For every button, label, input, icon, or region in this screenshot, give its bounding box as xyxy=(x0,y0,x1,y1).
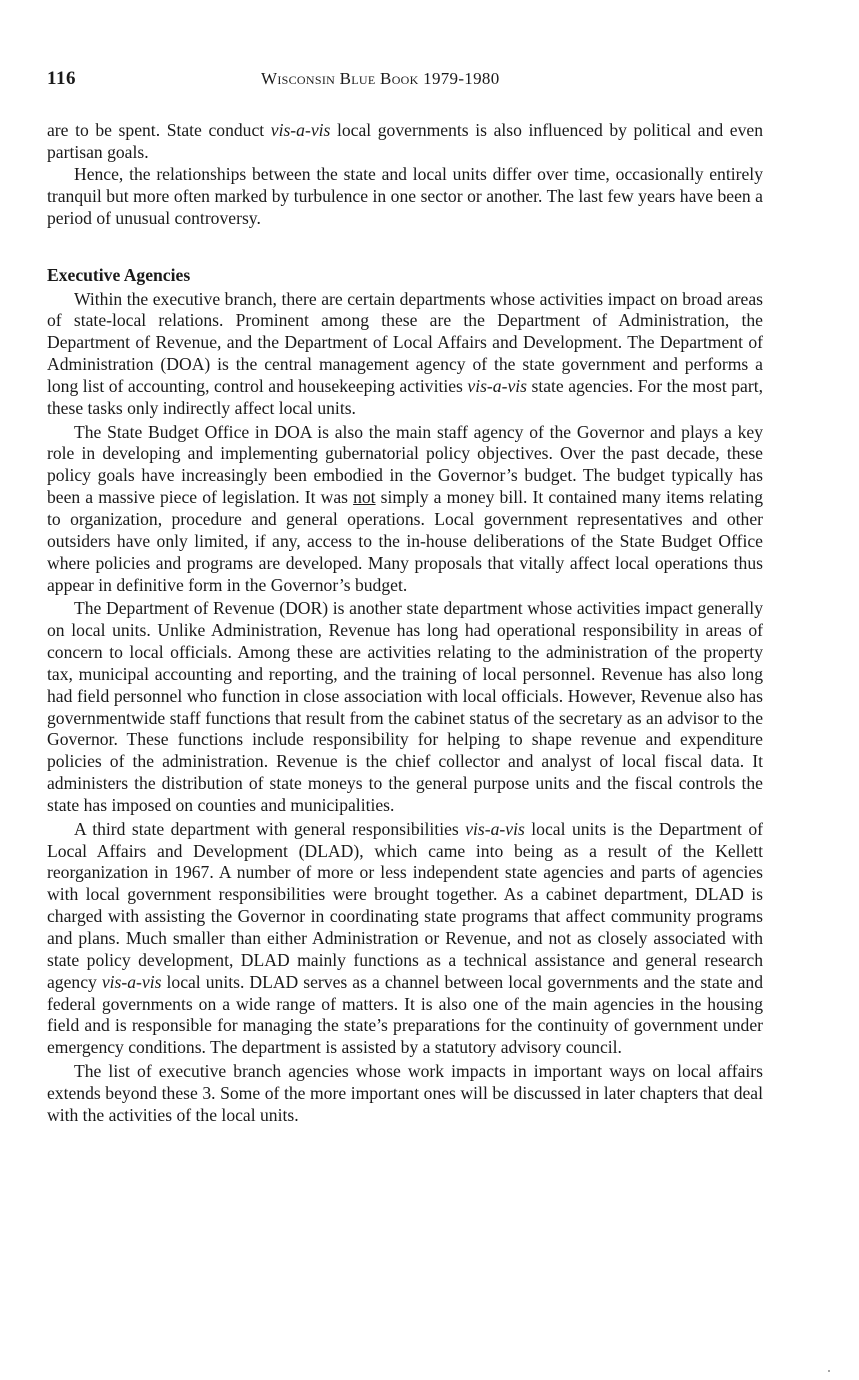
text-run: simply a money bill. It contained many items relating to organization, procedure and general operations. Local government representatives and other outsiders have only limited, if any, access to the in-house deliberations of the State Budget Office where policies and programs are developed. Many proposals that vitally affect local operations thus appear in definitive form in the Governor’s budget. xyxy=(47,487,763,595)
paragraph-continuation xyxy=(47,120,763,164)
executive-agencies-section xyxy=(47,289,763,1127)
paragraph-relationships: Hence, the relationships between the state and local units differ over time, occasionally entirely tranquil but more often marked by turbulence in one sector or another. The last few years have been a period of unusual controversy. xyxy=(47,163,763,228)
text-run: A third state department with general responsibilities xyxy=(74,818,466,839)
paragraph-other-agencies: The list of executive branch agencies whose work impacts in important ways on local affairs extends beyond these 3. Some of the more important ones will be discussed in later chapters that deal with the activities of the local units. xyxy=(47,1061,763,1125)
italic-term: vis-a-vis xyxy=(467,375,527,396)
underlined-word: not xyxy=(353,487,376,508)
scan-speck xyxy=(828,1370,830,1372)
text-run: state agencies. For the most part, these tasks only indirectly affect local units. xyxy=(47,375,763,418)
page-number: 116 xyxy=(47,68,76,89)
lead-paragraphs xyxy=(47,120,763,230)
paragraph-budget-office xyxy=(47,422,763,597)
text-run: Within the executive branch, there are certain departments whose activities impact on broad areas of state-local relations. Prominent among these are the Department of Administration, the Department of Revenue, and the Department of Local Affairs and Development. The Department of Administration (DOA) is the central management agency of the state government and performs a long list of accounting, control and housekeeping activities xyxy=(47,288,763,396)
book-page xyxy=(47,68,763,1127)
text-run: local governments is also influenced by political and even partisan goals. xyxy=(47,120,763,162)
italic-term: vis-a-vis xyxy=(270,120,331,140)
paragraph-dlad xyxy=(47,819,763,1059)
text-run: The State Budget Office in DOA is also the main staff agency of the Governor and plays a key role in developing and implementing gubernatorial policy objectives. Over the past decade, these policy goals have increasingly been embodied in the Governor’s budget. The budget typically has been a massive piece of legislation. It was xyxy=(47,421,763,508)
running-title xyxy=(261,69,500,89)
italic-term: vis-a-vis xyxy=(465,818,525,839)
paragraph-doa xyxy=(47,289,763,420)
text-run: local units. DLAD serves as a channel between local governments and the state and federal governments on a wide range of matters. It is also one of the main agencies in the housing field and is responsible for managing the state’s preparations for the continuity of government under emergency conditions. The department is assisted by a statutory advisory council. xyxy=(47,971,763,1058)
section-heading-executive-agencies: Executive Agencies xyxy=(47,264,191,285)
text-run: are to be spent. State conduct xyxy=(47,120,271,140)
paragraph-dor: The Department of Revenue (DOR) is another state department whose activities impact generally on local units. Unlike Administration, Revenue has long had operational responsibility in areas of concern to local officials. Among these are activities relating to the administration of the property tax, municipal accounting and reporting, and the training of local personnel. Revenue has also long had field personnel who function in close association with local officials. However, Revenue also has governmentwide staff functions that result from the cabinet status of the secretary as an advisor to the Governor. These functions include responsibility for helping to shape revenue and expenditure policies of the administration. Revenue is the chief collector and analyst of local fiscal data. It administers the distribution of state moneys to the general purpose units and the fiscal controls the state has imposed on counties and municipalities. xyxy=(47,598,763,815)
text-run: local units is the Department of Local Affairs and Development (DLAD), which came into being as a result of the Kellett reorganization in 1967. A number of more or less independent state agencies and parts of agencies with local government responsibilities were brought together. As a cabinet department, DLAD is charged with assisting the Governor in coordinating state programs that affect community programs and plans. Much smaller than either Administration or Revenue, and not as closely associated with state policy development, DLAD mainly functions as a technical assistance and general research agency xyxy=(47,818,763,992)
page-header xyxy=(47,68,763,98)
italic-term: vis-a-vis xyxy=(101,971,162,992)
running-title-text: Wisconsin Blue Book 1979-1980 xyxy=(261,69,500,88)
